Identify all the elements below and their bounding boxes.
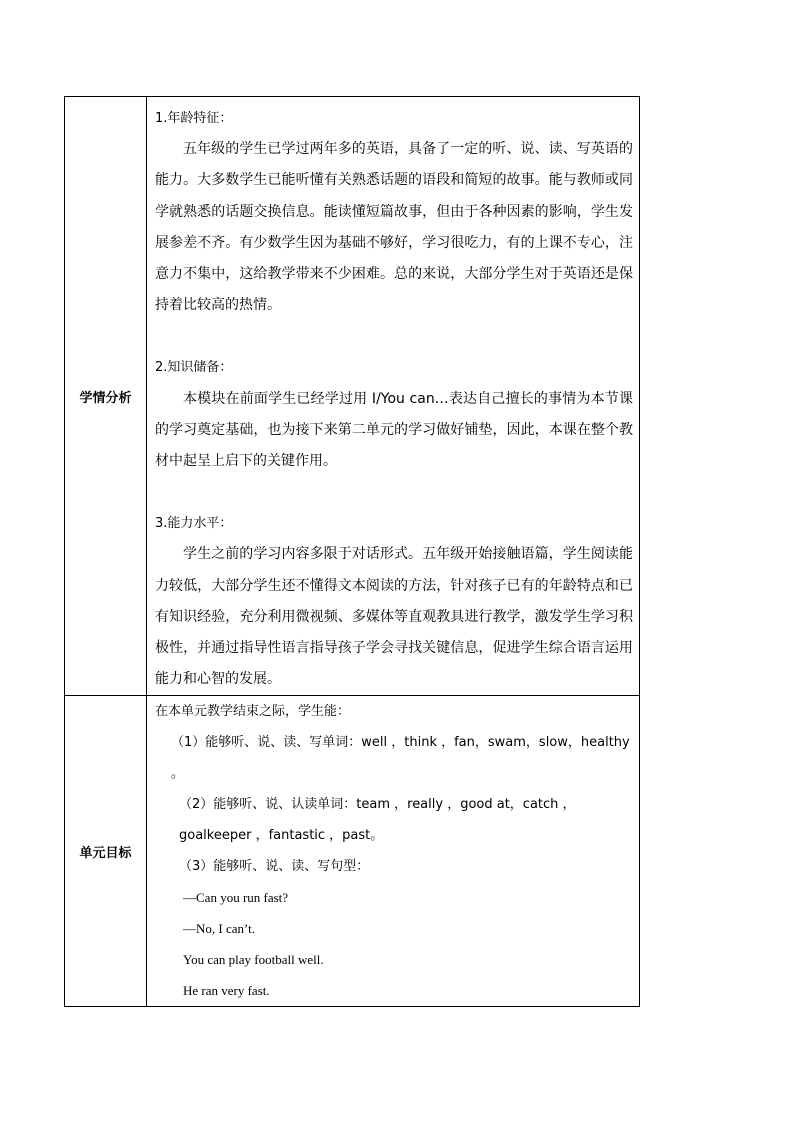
ability-heading: 3.能力水平：	[155, 516, 233, 532]
knowledge-paragraph: 本模块在前面学生已经学过用 I/You can…表达自己擅长的事情为本节课的学习奠定基础，也为接下来第二单元的学习做好铺垫，因此，本课在整个教材中起呈上启下的关键作用。	[155, 390, 633, 470]
goal-item-3: （3）能够听、说、读、写句型：	[179, 859, 370, 875]
sentence-4: He ran very fast.	[183, 983, 270, 999]
age-features-paragraph: 五年级的学生已学过两年多的英语，具备了一定的听、说、读、写英语的能力。大多数学生已能听懂有关熟悉话题的语段和简短的故事。能与教师或同学就熟悉的话题交换信息。能读懂短篇故事，但由于各种因素的影响，学生发展参差不齐。有少数学生因为基础不够好，学习很吃力，有的上课不专心，注意力不集中，这给教学带来不少困难。总的来说，大部分学生对于英语还是保持着比较高的热情。	[155, 141, 633, 314]
analysis-content	[147, 97, 640, 696]
lesson-plan-table	[64, 96, 640, 1007]
goals-content	[147, 696, 640, 1007]
goals-intro: 在本单元教学结束之际，学生能：	[155, 704, 351, 720]
analysis-label: 学情分析	[65, 97, 147, 696]
sentence-2: —No, I can’t.	[183, 921, 255, 937]
goal-item-1: （1）能够听、说、读、写单词：well ，think ，fan，swam，slow，healthy 。	[171, 735, 630, 782]
analysis-row	[65, 97, 640, 696]
goal-item-2: （2）能够听、说、认读单词：team ，really ，good at，catch ，goalkeeper ，fantastic ，past。	[179, 797, 576, 844]
age-features-heading: 1.年龄特征：	[155, 111, 233, 126]
ability-paragraph: 学生之前的学习内容多限于对话形式。五年级开始接触语篇，学生阅读能力较低，大部分学生还不懂得文本阅读的方法，针对孩子已有的年龄特点和已有知识经验，充分利用微视频、多媒体等直观教具进行教学，激发学生学习积极性，并通过指导性语言指导孩子学会寻找关键信息，促进学生综合语言运用能力和心智的发展。	[155, 546, 633, 688]
sentence-1: —Can you run fast?	[183, 890, 289, 906]
goals-label: 单元目标	[65, 696, 147, 1007]
goals-row	[65, 696, 640, 1007]
sentence-3: You can play football well.	[183, 952, 324, 968]
knowledge-heading: 2.知识储备：	[155, 360, 233, 376]
